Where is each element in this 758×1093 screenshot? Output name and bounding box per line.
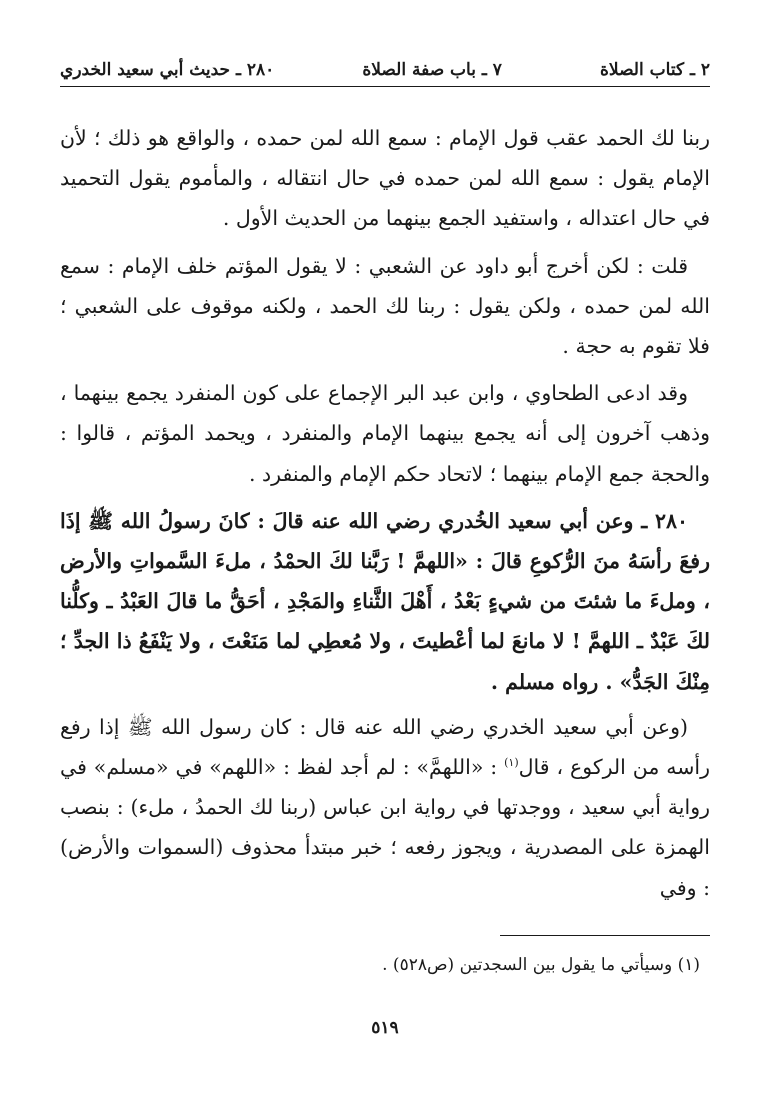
running-header (60, 50, 710, 87)
main-text (60, 118, 710, 915)
paragraph-2: قلت : لكن أخرج أبو داود عن الشعبي : لا يقول المؤتم خلف الإمام : سمع الله لمن حمده ، ولكن يقول : ربنا لك الحمد ، ولكنه موقوف على الشعبي ؛ فلا تقوم به حجة . (60, 253, 710, 359)
page-number: ٥١٩ (371, 1018, 399, 1038)
paragraph-3: وقد ادعى الطحاوي ، وابن عبد البر الإجماع على كون المنفرد يجمع بينهما ، وذهب آخرون إلى أنه يجمع بينهما الإمام والمنفرد ، ويحمد المؤتم ، قالوا : والحجة جمع الإمام بينهما ؛ لاتحاد حكم الإمام والمنفرد . (60, 381, 710, 486)
header-book-title: ٢ ـ كتاب الصلاة (600, 60, 710, 80)
paragraph-1: ربنا لك الحمد عقب قول الإمام : سمع الله لمن حمده ، والواقع هو ذلك ؛ لأن الإمام يقول : سمع الله لمن حمده في حال انتقاله ، والمأموم يقول التحميد في حال اعتداله ، واستفيد الجمع بينهما من الحديث الأول . (60, 126, 710, 231)
footnote: (١) وسيأتي ما يقول بين السجدتين (ص٥٢٨) . (382, 955, 700, 975)
commentary-paragraph (60, 707, 710, 908)
footnote-divider (500, 935, 710, 936)
commentary-text-start: (وعن أبي سعيد الخدري رضي الله عنه قال : كان رسول الله ﷺ إذا رفع رأسه من الركوع ، قال (60, 714, 710, 780)
hadith-280-text: ٢٨٠ ـ وعن أبي سعيد الخُدري رضي الله عنه قالَ : كانَ رسولُ الله ﷺ إذَا رفعَ رأسَهُ منَ الرُّكوعِ قالَ : «اللهمَّ ! رَبَّنا لكَ الحمْدُ ، ملءَ السَّمواتِ والأرض ، وملءَ ما شئتَ من شيءٍ بَعْدُ ، أَهْلَ الثَّناءِ والمَجْدِ ، أحَقُّ ما قالَ العَبْدُ ـ وكلُّنا لكَ عَبْدٌ ـ اللهمَّ ! لا مانعَ لما أعْطيتَ ، ولا مُعطِي لما مَنَعْتَ ، ولا يَنْفَعُ ذا الجدِّ ؛ مِنْكَ الجَدُّ» . رواه مسلم . (60, 508, 710, 694)
footnote-marker[interactable]: (١) (504, 756, 519, 770)
commentary-text-end: : «اللهمَّ» : لم أجد لفظ : «اللهم» في «مسلم» في رواية أبي سعيد ، ووجدتها في رواية ابن عباس (ربنا لك الحمدُ ، ملء) : بنصب الهمزة على المصدرية ، ويجوز رفعه ؛ خبر مبتدأ محذوف (السموات والأرض) : وفي (60, 755, 710, 900)
header-hadith-title: ٢٨٠ ـ حديث أبي سعيد الخدري (60, 60, 275, 80)
header-chapter-title: ٧ ـ باب صفة الصلاة (362, 60, 502, 80)
book-page (60, 0, 710, 1093)
